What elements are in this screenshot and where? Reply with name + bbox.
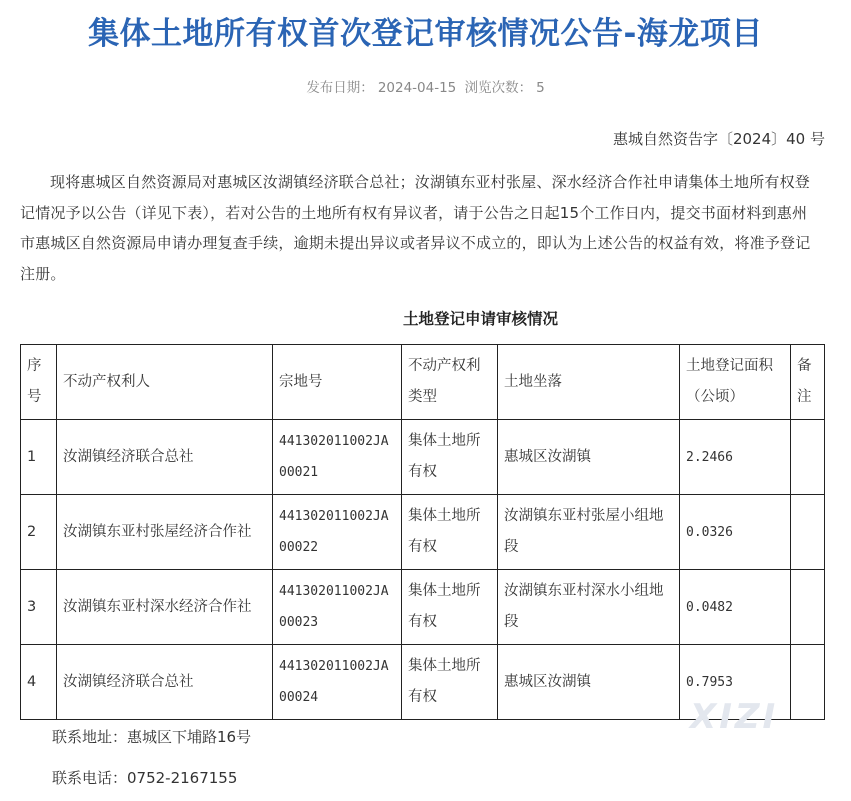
cell-parcel: 441302011002JA00023 — [273, 570, 402, 645]
publish-meta — [0, 78, 851, 98]
header-owner: 不动产权利人 — [57, 345, 273, 420]
cell-no: 3 — [21, 570, 57, 645]
publish-date-label: 发布日期： — [306, 80, 374, 96]
header-no: 序号 — [21, 345, 57, 420]
page-title: 集体土地所有权首次登记审核情况公告-海龙项目 — [88, 16, 763, 52]
table-title: 土地登记申请审核情况 — [402, 310, 558, 328]
document-number: 惠城自然资告字〔2024〕40 号 — [612, 130, 825, 148]
cell-no: 4 — [21, 645, 57, 720]
cell-type: 集体土地所有权 — [402, 495, 498, 570]
cell-owner: 汝湖镇东亚村张屋经济合作社 — [57, 495, 273, 570]
cell-area: 0.0326 — [680, 495, 791, 570]
watermark: XIZI — [690, 697, 779, 737]
cell-note — [791, 570, 825, 645]
cell-location: 惠城区汝湖镇 — [498, 645, 680, 720]
views-label: 浏览次数： — [464, 80, 533, 96]
cell-no: 2 — [21, 495, 57, 570]
cell-area: 0.0482 — [680, 570, 791, 645]
cell-type: 集体土地所有权 — [402, 420, 498, 495]
publish-date: 2024-04-15 — [377, 80, 457, 96]
cell-location: 汝湖镇东亚村深水小组地段 — [498, 570, 680, 645]
cell-parcel: 441302011002JA00024 — [273, 645, 402, 720]
cell-area: 2.2466 — [680, 420, 791, 495]
cell-no: 1 — [21, 420, 57, 495]
table-row — [21, 420, 825, 495]
header-location: 土地坐落 — [498, 345, 680, 420]
header-note: 备注 — [791, 345, 825, 420]
table-row — [21, 495, 825, 570]
cell-type: 集体土地所有权 — [402, 645, 498, 720]
announcement-body: 现将惠城区自然资源局对惠城区汝湖镇经济联合总社；汝湖镇东亚村张屋、深水经济合作社申请集体土地所有权登记情况予以公告（详见下表），若对公告的土地所有权有异议者，请于公告之日起15个工作日内，提交书面材料到惠州市惠城区自然资源局申请办理复查手续，逾期未提出异议或者异议不成立的，即认为上述公告的权益有效，将准予登记注册。 — [20, 173, 811, 283]
table-header-row — [21, 345, 825, 420]
cell-area: 0.7953 — [680, 645, 791, 720]
land-registration-table — [20, 344, 825, 720]
header-area: 土地登记面积（公顷） — [680, 345, 791, 420]
header-parcel: 宗地号 — [273, 345, 402, 420]
cell-owner: 汝湖镇经济联合总社 — [57, 645, 273, 720]
cell-parcel: 441302011002JA00022 — [273, 495, 402, 570]
contact-phone: 联系电话：0752-2167155 — [52, 769, 238, 787]
cell-type: 集体土地所有权 — [402, 570, 498, 645]
views-count: 5 — [536, 80, 545, 96]
cell-parcel: 441302011002JA00021 — [273, 420, 402, 495]
cell-owner: 汝湖镇东亚村深水经济合作社 — [57, 570, 273, 645]
table-row — [21, 570, 825, 645]
cell-note — [791, 420, 825, 495]
cell-note — [791, 645, 825, 720]
cell-location: 惠城区汝湖镇 — [498, 420, 680, 495]
cell-owner: 汝湖镇经济联合总社 — [57, 420, 273, 495]
cell-location: 汝湖镇东亚村张屋小组地段 — [498, 495, 680, 570]
header-type: 不动产权利类型 — [402, 345, 498, 420]
cell-note — [791, 495, 825, 570]
contact-address: 联系地址：惠城区下埔路16号 — [52, 728, 252, 746]
